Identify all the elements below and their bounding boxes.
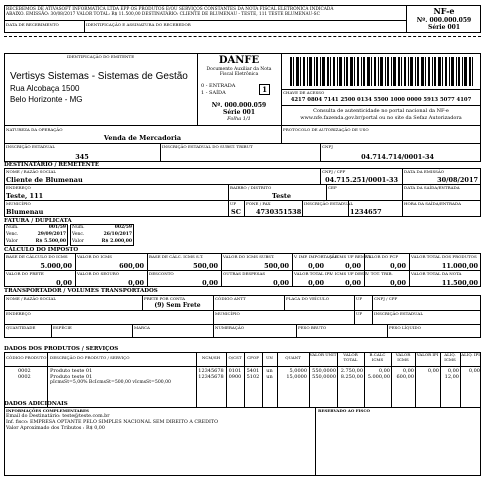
row1-ncm: 12345678 (198, 368, 224, 374)
row1-aliq-icms: 0,00 (447, 368, 459, 374)
fatura-section-title: FATURA / DUPLICATA (4, 218, 72, 224)
imp-icms-subst-label: VALOR DO ICMS SUBST. (223, 254, 275, 259)
transp-frete: (9) Sem Frete (154, 302, 201, 309)
col-descricao: DESCRIÇÃO DO PRODUTO / SERVIÇO (50, 355, 130, 360)
imp-trib: 0,00 (390, 279, 406, 287)
dup2-num-label: Num. (72, 225, 85, 230)
info-line-2: Inf. fisco: EMPRESA OPTANTE PELO SIMPLES NACIONAL SEM DIREITO A CREDITO (6, 420, 219, 425)
dup2-venc: 26/10/2017 (103, 232, 132, 237)
dup1-valor-label: Valor (6, 239, 18, 244)
danfe-saida: 1 - SAÍDA (201, 90, 226, 96)
transp-especie-label: ESPÉCIE (53, 325, 72, 330)
danfe-subtitle-1: Documento Auxiliar da Nota (206, 67, 272, 72)
dest-hora-label: HORA DA SAÍDA/ENTRADA (404, 201, 462, 206)
transp-cnpj-label: CNPJ / CPF (374, 296, 398, 301)
canhoto-numero: Nº. 000.000.059 (416, 17, 472, 24)
row2-valor-total: 8.250,00 (340, 374, 363, 380)
row2-ncm: 12345678 (198, 374, 224, 380)
canhoto-nfe-title: NF-e (433, 6, 455, 16)
transp-frete-label: FRETE POR CONTA (144, 296, 185, 301)
col-valor-icms: VALOR ICMS (395, 352, 411, 362)
dest-section-title: DESTINATÁRIO / REMETENTE (4, 162, 100, 168)
barcode (290, 57, 475, 86)
cut-line (4, 36, 481, 37)
row1-quant: 5,0000 (289, 368, 307, 374)
dest-cnpj-label: CNPJ / CPF (322, 169, 346, 174)
imp-icms-subst: 500,00 (264, 262, 289, 270)
transp-municipio-label: MUNICÍPIO (215, 311, 240, 316)
transp-uf-label: UF (356, 296, 363, 301)
imp-importacao-label: V. IMP. IMPORTAÇÃO (294, 254, 338, 259)
emitente-address-1: Rua Alcobaça 1500 (10, 84, 80, 93)
dest-emissao-label: DATA DA EMISSÃO (404, 169, 445, 174)
duplicata-1 (4, 224, 68, 246)
row1-un: un (266, 368, 273, 374)
dest-nome-label: NOME / RAZÃO SOCIAL (6, 169, 57, 174)
emitente-label: IDENTIFICAÇÃO DO EMITENTE (66, 54, 135, 59)
transp-box (4, 295, 481, 338)
imp-uf-dest-label: V. ICMS UF DEST. (330, 271, 368, 276)
row1-valor-icms: 0,00 (402, 368, 414, 374)
imp-fcp: 0,00 (390, 262, 406, 270)
imp-uf-remet: 0,00 (345, 262, 361, 270)
cnpj-emitente-label: CNPJ (322, 144, 333, 149)
imp-total-produtos: 11.000,00 (441, 262, 478, 270)
dest-cnpj: 04.715.251/0001-33 (325, 176, 398, 184)
row1-valor-unit: 550,0000 (312, 368, 336, 374)
transp-nome-label: NOME / RAZÃO SOCIAL (6, 296, 57, 301)
col-aliq-icms: ALÍQ. ICMS (444, 352, 456, 362)
row2-cst: 0900 (228, 374, 242, 380)
imp-ipi: 0,00 (308, 279, 324, 287)
imp-base-st-label: BASE DE CÁLC. ICMS S.T. (149, 254, 204, 259)
imp-desconto-label: DESCONTO (149, 271, 174, 276)
chave-acesso-value: 4217 0804 7141 2500 0134 5500 1000 0000 5913 5077 4107 (290, 97, 472, 103)
dest-emissao: 30/08/2017 (437, 176, 478, 184)
row2-un: un (266, 374, 273, 380)
imp-seguro-label: VALOR DO SEGURO (77, 271, 119, 276)
produtos-section-title: DADOS DOS PRODUTOS / SERVIÇOS (4, 346, 119, 352)
col-valor-ipi: VALOR IPI (416, 352, 439, 357)
row2-descricao: Produto teste 01 (50, 374, 93, 380)
imp-fcp-label: VALOR DO FCP (366, 254, 399, 259)
row1-descricao: Produto teste 01 (50, 368, 93, 374)
dup1-valor: R$ 5.500,00 (35, 239, 66, 244)
identificacao-recebedor-label: IDENTIFICAÇÃO E ASSINATURA DO RECEBEDOR (86, 22, 191, 27)
row2-quant: 15,0000 (286, 374, 307, 380)
transp-uf2-label: UF (356, 311, 363, 316)
transp-peso-liquido-label: PESO LÍQUIDO (389, 325, 421, 330)
row1-valor-ipi: 0,00 (427, 368, 439, 374)
dest-saida-label: DATA DA SAÍDA/ENTRADA (404, 185, 460, 190)
row1-codigo: 0002 (18, 368, 31, 374)
transp-peso-bruto-label: PESO BRUTO (298, 325, 327, 330)
col-cst: O/CST (228, 355, 242, 360)
imp-uf-dest: 0,00 (345, 279, 361, 287)
col-quant: QUANT (285, 355, 301, 360)
col-un: UN (266, 355, 273, 360)
natureza-value: Venda de Mercadoria (103, 134, 182, 142)
ie-label: INSCRIÇÃO ESTADUAL (6, 144, 55, 149)
imp-outras: 0,00 (273, 279, 289, 287)
data-recebimento-label: DATA DE RECEBIMENTO (6, 22, 59, 27)
row2-extra-info: pIcmsSt=5,00% BcIcmsSt=500,00 vIcmsSt=500,00 (50, 380, 171, 385)
row1-valor-total: 2.750,00 (340, 368, 363, 374)
danfe-folha: Folha 1/1 (227, 116, 251, 122)
col-ncm: NCM/SH (201, 355, 221, 360)
info-complementares-label: INFORMAÇÕES COMPLEMENTARES (6, 408, 89, 413)
row1-cfop: 5401 (246, 368, 260, 374)
dup2-venc-label: Venc. (72, 232, 85, 237)
danfe-numero: Nº. 000.000.059 (211, 102, 267, 109)
dest-endereco: Teste, 111 (6, 192, 44, 200)
dup2-valor: R$ 2.000,00 (101, 239, 132, 244)
info-line-1: Email do Destinatário: teste@teste.com.br (6, 414, 110, 419)
dest-endereco-label: ENDEREÇO (6, 185, 31, 190)
duplicata-2 (70, 224, 134, 246)
natureza-label: NATUREZA DA OPERAÇÃO (6, 127, 63, 132)
row2-codigo: 0002 (18, 374, 31, 380)
dest-bairro: Teste (272, 192, 292, 200)
imp-total-nota: 11.500,00 (441, 279, 478, 287)
transp-numeracao-label: NUMERAÇÃO (215, 325, 245, 330)
emitente-address-2: Belo Horizonte - MG (10, 95, 83, 104)
canhoto-serie: Série 001 (427, 24, 461, 31)
transp-placa-label: PLACA DO VEÍCULO (286, 296, 329, 301)
imp-valor-icms-label: VALOR DO ICMS (77, 254, 112, 259)
row2-bc-icms: 5.000,00 (367, 374, 390, 380)
dest-uf: SC (231, 208, 241, 216)
imp-ipi-label: VALOR TOTAL IPI (294, 271, 331, 276)
row1-aliq-ipi: 0,00 (468, 368, 480, 374)
imp-base-icms: 5.000,00 (40, 262, 72, 270)
dest-cep-label: CEP (328, 185, 337, 190)
imp-base-icms-label: BASE DE CÁLCULO DO ICMS (6, 254, 68, 259)
transp-section-title: TRANSPORTADOR / VOLUMES TRANSPORTADOS (4, 288, 158, 294)
info-line-3: Valor Aproximado dos Tributos : R$ 0,00 (6, 426, 105, 431)
row2-valor-icms: 600,00 (396, 374, 414, 380)
chave-acesso-label: CHAVE DE ACESSO (283, 90, 325, 95)
row2-cfop: 5102 (246, 374, 260, 380)
imp-valor-icms: 600,00 (119, 262, 144, 270)
imp-importacao: 0,00 (308, 262, 324, 270)
dest-municipio: Blumenau (6, 208, 44, 216)
emitente-name: Vertisys Sistemas - Sistemas de Gestão (10, 71, 188, 82)
danfe-serie: Série 001 (222, 109, 256, 116)
imp-frete: 0,00 (56, 279, 72, 287)
dest-ie: 1234657 (350, 208, 382, 216)
dest-fone: 4730351538 (256, 208, 302, 216)
row2-aliq-icms: 12,00 (444, 374, 459, 380)
dest-ie-label: INSCRIÇÃO ESTADUAL (304, 201, 353, 206)
imp-seguro: 0,00 (128, 279, 144, 287)
dup2-num: 002/59 (114, 225, 132, 230)
row2-valor-unit: 550,0000 (312, 374, 336, 380)
consulta-line-2: www.nfe.fazenda.gov.br/portal ou no site da Sefaz Autorizadora (300, 115, 462, 121)
transp-endereco-label: ENDEREÇO (6, 311, 31, 316)
imposto-section-title: CÁLCULO DO IMPOSTO (4, 247, 79, 253)
imp-trib-label: V. TOT. TRIB. (366, 271, 393, 276)
ie-st-label: INSCRIÇÃO ESTADUAL DO SUBST. TRIBUT (162, 144, 253, 149)
dest-uf-label: UF (230, 201, 237, 206)
dest-fone-label: FONE / FAX (246, 201, 271, 206)
canhoto-text-2: ABAIXO. EMISSÃO: 30/08/2017 VALOR TOTAL: R$ 11.500,00 DESTINATÁRIO: CLIENTE DE BLUMENAU - TESTE, 111 TESTE BLUMENAU-SC (6, 12, 320, 17)
cnpj-emitente-value: 04.714.714/0001-34 (361, 153, 434, 161)
consulta-line-1: Consulta de autenticidade no portal nacional da NF-e (313, 108, 449, 114)
col-valor-total: VALOR TOTAL (343, 352, 358, 362)
dest-nome: Cliente de Blumenau (6, 176, 83, 184)
col-codigo: CÓDIGO PRODUTO (6, 355, 47, 360)
danfe-title: DANFE (218, 55, 260, 66)
transp-ie-label: INSCRIÇÃO ESTADUAL (374, 311, 423, 316)
dup1-venc-label: Venc. (6, 232, 19, 237)
dup2-valor-label: Valor (72, 239, 84, 244)
imp-outras-label: OUTRAS DESPESAS (223, 271, 266, 276)
col-cfop: CFOP (247, 355, 259, 360)
dest-bairro-label: BAIRRO / DISTRITO (230, 185, 272, 190)
ie-value: 345 (75, 153, 89, 161)
danfe-entrada: 0 - ENTRADA (201, 83, 236, 89)
reservado-fisco-label: RESERVADO AO FISCO (318, 408, 370, 413)
imp-uf-remet-label: V. ICMS UF REMET. (330, 254, 372, 259)
transp-antt-label: CÓDIGO ANTT (215, 296, 246, 301)
danfe-subtitle-2: Fiscal Eletrônica (219, 72, 259, 77)
transp-quantidade-label: QUANTIDADE (6, 325, 36, 330)
imp-base-st: 500,00 (193, 262, 218, 270)
canhoto-text-1: RECEBEMOS DE ATIVASOFT INFORMATICA LTDA EPP OS PRODUTOS E/OU SERVIÇOS CONSTANTES DA NOTA FISCAL ELETRÔNICA INDICADA (6, 7, 334, 12)
adicionais-section-title: DADOS ADICIONAIS (4, 401, 68, 407)
dup1-venc: 29/09/2017 (37, 232, 66, 237)
col-valor-unit: VALOR UNIT (309, 352, 337, 357)
transp-marca-label: MARCA (134, 325, 150, 330)
protocolo-label: PROTOCOLO DE AUTORIZAÇÃO DE USO (283, 127, 369, 132)
imp-desconto: 0,00 (202, 279, 218, 287)
col-aliq-ipi: ALÍQ. IPI (461, 352, 480, 357)
imp-total-produtos-label: VALOR TOTAL DOS PRODUTOS (411, 254, 477, 259)
dup1-num-label: Num. (6, 225, 19, 230)
dup1-num: 001/59 (48, 225, 66, 230)
col-bc-icms: B.CÁLC ICMS (369, 352, 386, 362)
dest-municipio-label: MUNICÍPIO (6, 201, 31, 206)
imp-frete-label: VALOR DO FRETE (6, 271, 44, 276)
danfe-tipo-box: 1 (259, 84, 270, 95)
imp-total-nota-label: VALOR TOTAL DA NOTA (411, 271, 462, 276)
row1-cst: 0101 (228, 368, 242, 374)
row1-bc-icms: 0,00 (378, 368, 390, 374)
